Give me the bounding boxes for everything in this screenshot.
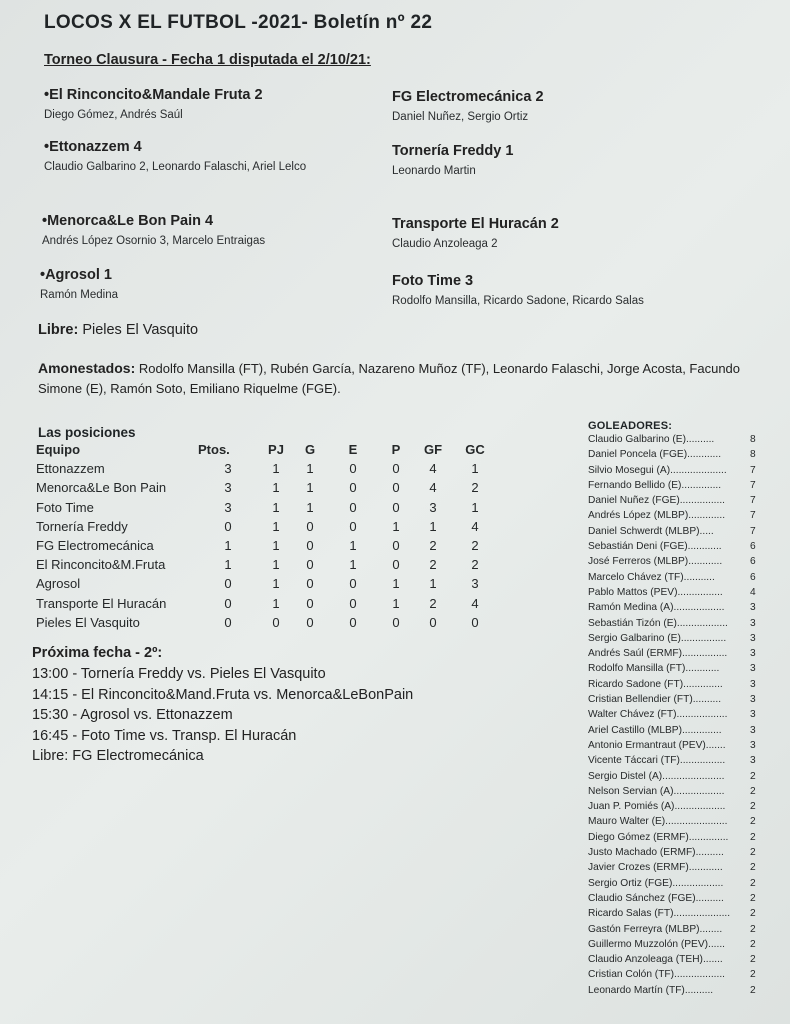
scorer-row (588, 495, 778, 510)
standings-cell-pts: 3 (224, 480, 232, 496)
header-team: Equipo (36, 442, 81, 457)
scorer-name: Daniel Poncela (FGE)............ (588, 449, 722, 461)
next-round-line: 16:45 - Foto Time vs. Transp. El Huracán (32, 727, 297, 744)
standings-cell-g: 0 (306, 595, 314, 611)
scorer-goals: 2 (750, 770, 756, 782)
scorer-name: Claudio Sánchez (FGE).......... (588, 892, 724, 904)
bye-team-name: Pieles El Vasquito (82, 322, 199, 338)
scorer-row (588, 924, 778, 939)
scorer-goals: 7 (750, 464, 756, 476)
away-scorers: Claudio Anzoleaga 2 (392, 238, 498, 250)
standings-cell-p: 0 (392, 480, 400, 496)
standings-cell-p: 1 (392, 595, 400, 611)
standings-cell-e: 1 (349, 557, 357, 573)
standings-cell-gc: 2 (471, 480, 479, 496)
scorer-name: Andrés Saúl (ERMF)................ (588, 648, 728, 660)
standings-cell-e: 0 (349, 499, 357, 515)
header-drawn: E (348, 442, 358, 457)
scorer-row (588, 969, 778, 984)
standings-cell-g: 1 (306, 480, 314, 496)
header-goals-for: GF (423, 442, 443, 457)
scorer-goals: 3 (750, 694, 756, 706)
standings-cell-p: 0 (392, 557, 400, 573)
scorer-name: Walter Chávez (FT).................. (588, 709, 728, 721)
scorer-row (588, 878, 778, 893)
scorer-goals: 2 (750, 831, 756, 843)
header-points: Ptos. (198, 442, 230, 457)
scorer-name: Marcelo Chávez (TF)........... (588, 571, 715, 583)
standings-cell-e: 0 (349, 480, 357, 496)
standings-cell-pts: 1 (224, 557, 232, 573)
standings-cell-e: 1 (349, 537, 357, 553)
home-team-score: •Agrosol 1 (40, 267, 112, 283)
match-home-2 (44, 138, 384, 176)
scorer-goals: 3 (750, 617, 756, 629)
standings-cell-pj: 1 (272, 480, 280, 496)
standings-cell-g: 0 (306, 614, 314, 630)
scorer-goals: 2 (750, 969, 756, 981)
standings-cell-gf: 3 (429, 499, 437, 515)
scorer-row (588, 847, 778, 862)
scorer-goals: 2 (750, 892, 756, 904)
scorer-goals: 8 (750, 449, 756, 461)
standings-cell-gf: 4 (429, 480, 437, 496)
scorer-name: Guillermo Muzzolón (PEV)...... (588, 938, 726, 950)
standings-cell-pts: 3 (224, 499, 232, 515)
standings-cell-pj: 1 (272, 518, 280, 534)
scorer-goals: 8 (750, 434, 756, 445)
standings-cell-gf: 2 (429, 537, 437, 553)
standings-cell-team: Tornería Freddy (36, 518, 128, 534)
scorer-name: Sergio Galbarino (E)................ (588, 632, 727, 644)
scorer-goals: 2 (750, 923, 756, 935)
standings-cell-team: FG Electromecánica (36, 537, 154, 553)
standings-cell-gf: 1 (429, 518, 437, 534)
scorer-name: Cristian Bellendier (FT).......... (588, 694, 722, 706)
standings-cell-team: Ettonazzem (36, 461, 105, 477)
match-home-4 (40, 266, 380, 304)
scorer-goals: 2 (750, 938, 756, 950)
standings-cell-pj: 1 (272, 537, 280, 553)
scorer-row (588, 709, 778, 724)
scorer-goals: 6 (750, 541, 756, 553)
standings-cell-g: 1 (306, 499, 314, 515)
scorer-name: José Ferreros (MLBP)............ (588, 556, 723, 568)
standings-cell-pts: 0 (224, 576, 232, 592)
scorer-goals: 2 (750, 785, 756, 797)
scorer-row (588, 480, 778, 495)
next-round-list (32, 664, 413, 767)
scorer-row (588, 602, 778, 617)
cautions-label: Amonestados: (38, 360, 136, 376)
match-away-3 (392, 215, 732, 253)
scorer-goals: 2 (750, 908, 756, 920)
top-scorers-title: GOLEADORES: (588, 420, 673, 432)
scorer-row (588, 526, 778, 541)
cautions-paragraph (38, 358, 778, 399)
home-team-score: •El Rinconcito&Mandale Fruta 2 (44, 87, 263, 103)
match-home-1 (44, 86, 384, 124)
standings-cell-team: Pieles El Vasquito (36, 614, 140, 630)
scorer-name: Sergio Ortiz (FGE).................. (588, 877, 724, 889)
standings-cell-e: 0 (349, 576, 357, 592)
header-played: PJ (268, 442, 284, 457)
scorer-row (588, 434, 778, 449)
scorer-goals: 3 (750, 739, 756, 751)
scorer-goals: 3 (750, 648, 756, 660)
scorer-name: Javier Crozes (ERMF)............ (588, 862, 723, 874)
scorer-goals: 3 (750, 755, 756, 767)
scorer-name: Nelson Servian (A).................. (588, 785, 725, 797)
standings-cell-team: Agrosol (36, 576, 81, 592)
standings-title: Las posiciones (38, 425, 136, 440)
match-away-4 (392, 272, 732, 310)
home-scorers: Ramón Medina (40, 289, 118, 301)
standings-cell-team: Foto Time (36, 499, 94, 515)
scorer-goals: 7 (750, 525, 756, 537)
scorer-row (588, 541, 778, 556)
standings-cell-g: 0 (306, 557, 314, 573)
scorer-goals: 6 (750, 571, 756, 583)
scorer-goals: 3 (750, 724, 756, 736)
standings-cell-pj: 1 (272, 499, 280, 515)
cautions-text: Rodolfo Mansilla (FT), Rubén García, Nazareno Muñoz (TF), Leonardo Falaschi, Jorge Acosta, Facundo Simone (E), Ramón Soto, Emiliano Riquelme (FGE). (38, 361, 741, 396)
scorer-name: Ramón Medina (A).................. (588, 602, 725, 614)
scorer-row (588, 679, 778, 694)
standings-cell-pts: 0 (224, 518, 232, 534)
scorer-goals: 2 (750, 801, 756, 813)
standings-cell-gc: 1 (471, 499, 479, 515)
scorer-row (588, 556, 778, 571)
scorer-goals: 2 (750, 877, 756, 889)
standings-cell-pts: 0 (224, 614, 232, 630)
scorer-goals: 3 (750, 709, 756, 721)
scorer-goals: 2 (750, 984, 756, 996)
next-round-line: 13:00 - Tornería Freddy vs. Pieles El Vasquito (32, 666, 326, 682)
standings-cell-p: 0 (392, 461, 400, 477)
scorer-name: Leonardo Martín (TF).......... (588, 984, 714, 996)
standings-cell-p: 0 (392, 537, 400, 553)
next-round (32, 645, 413, 767)
next-round-title: Próxima fecha - 2º: (32, 645, 163, 661)
scorer-row (588, 633, 778, 648)
scorer-goals: 4 (750, 586, 756, 598)
standings-cell-gf: 4 (429, 461, 437, 477)
bulletin-title: LOCOS X EL FUTBOL -2021- Boletín nº 22 (44, 12, 433, 33)
away-team-score: Foto Time 3 (392, 273, 474, 289)
scorer-name: Antonio Ermantraut (PEV)....... (588, 739, 726, 751)
scorer-name: Daniel Nuñez (FGE)................ (588, 495, 726, 507)
standings-cell-pj: 0 (272, 614, 280, 630)
bye-label: Libre: (38, 322, 79, 338)
standings-cell-pts: 0 (224, 595, 232, 611)
standings-cell-gc: 0 (471, 614, 479, 630)
next-round-line: Libre: FG Electromecánica (32, 748, 204, 764)
scorer-row (588, 587, 778, 602)
standings-cell-p: 1 (392, 576, 400, 592)
scorer-name: Vicente Táccari (TF)................ (588, 755, 726, 767)
standings-cell-team: El Rinconcito&M.Fruta (36, 557, 166, 573)
scorer-goals: 7 (750, 495, 756, 507)
scorer-row (588, 572, 778, 587)
scorer-row (588, 801, 778, 816)
away-team-score: Tornería Freddy 1 (392, 143, 514, 159)
standings-cell-p: 1 (392, 518, 400, 534)
scorer-name: Justo Machado (ERMF).......... (588, 847, 724, 859)
away-team-score: Transporte El Huracán 2 (392, 216, 559, 232)
scorer-name: Ricardo Sadone (FT).............. (588, 678, 723, 690)
scorer-name: Andrés López (MLBP)............. (588, 510, 726, 522)
home-scorers: Diego Gómez, Andrés Saúl (44, 109, 183, 121)
standings-cell-gc: 4 (471, 518, 479, 534)
scorer-name: Sergio Distel (A)...................... (588, 770, 725, 782)
scorer-goals: 2 (750, 954, 756, 966)
top-scorers (588, 420, 778, 1000)
scorer-name: Rodolfo Mansilla (FT)............ (588, 663, 720, 675)
standings-cell-g: 0 (306, 576, 314, 592)
standings-cell-gc: 2 (471, 537, 479, 553)
match-away-2 (392, 142, 732, 180)
match-home-3 (42, 212, 382, 250)
scorer-row (588, 832, 778, 847)
standings-cell-g: 1 (306, 461, 314, 477)
scorer-name: Fernando Bellido (E).............. (588, 479, 722, 491)
scorer-row (588, 893, 778, 908)
scorer-row (588, 449, 778, 464)
scorer-goals: 7 (750, 510, 756, 522)
scorer-row (588, 618, 778, 633)
scorer-name: Ricardo Salas (FT).................... (588, 908, 731, 920)
scorer-row (588, 755, 778, 770)
scorer-row (588, 648, 778, 663)
scorer-row (588, 908, 778, 923)
standings-cell-team: Transporte El Huracán (36, 595, 167, 611)
standings-cell-pj: 1 (272, 461, 280, 477)
home-scorers: Andrés López Osornio 3, Marcelo Entraigas (42, 235, 266, 247)
home-scorers: Claudio Galbarino 2, Leonardo Falaschi, Ariel Lelco (44, 161, 307, 173)
scorer-name: Sebastián Tizón (E).................. (588, 617, 728, 629)
standings-cell-team: Menorca&Le Bon Pain (36, 480, 167, 496)
scorer-row (588, 725, 778, 740)
scorer-name: Ariel Castillo (MLBP).............. (588, 724, 722, 736)
top-scorers-list (588, 434, 778, 1000)
scorer-name: Pablo Mattos (PEV)................ (588, 586, 723, 598)
scorer-row (588, 985, 778, 1000)
standings-cell-p: 0 (392, 499, 400, 515)
scorer-row (588, 740, 778, 755)
scorer-name: Diego Gómez (ERMF).............. (588, 831, 729, 843)
scorer-goals: 7 (750, 479, 756, 491)
standings-cell-pts: 3 (224, 461, 232, 477)
header-won: G (304, 442, 316, 457)
scorer-goals: 2 (750, 816, 756, 828)
standings-cell-gc: 2 (471, 557, 479, 573)
scorer-name: Claudio Anzoleaga (TEH)....... (588, 954, 723, 966)
standings-cell-gc: 1 (471, 461, 479, 477)
scorer-name: Claudio Galbarino (E).......... (588, 434, 715, 445)
away-scorers: Daniel Nuñez, Sergio Ortiz (392, 111, 529, 123)
standings-cell-pj: 1 (272, 557, 280, 573)
standings-cell-p: 0 (392, 614, 400, 630)
scorer-row (588, 816, 778, 831)
scorer-row (588, 786, 778, 801)
scorer-row (588, 954, 778, 969)
home-team-score: •Menorca&Le Bon Pain 4 (42, 213, 214, 229)
scorer-name: Gastón Ferreyra (MLBP)........ (588, 923, 723, 935)
standings-cell-e: 0 (349, 461, 357, 477)
scorer-goals: 3 (750, 602, 756, 614)
scorer-row (588, 939, 778, 954)
next-round-line: 14:15 - El Rinconcito&Mand.Fruta vs. Menorca&LeBonPain (32, 686, 414, 703)
header-goals-against: GC (465, 442, 485, 457)
standings-cell-gf: 1 (429, 576, 437, 592)
scorer-goals: 2 (750, 847, 756, 859)
scorer-row (588, 694, 778, 709)
scorer-row (588, 663, 778, 678)
scorer-row (588, 771, 778, 786)
scorer-row (588, 510, 778, 525)
scorer-name: Mauro Walter (E)...................... (588, 816, 728, 828)
standings-cell-e: 0 (349, 614, 357, 630)
match-away-1 (392, 88, 732, 126)
scorer-name: Sebastián Deni (FGE)............ (588, 541, 722, 553)
header-lost: P (391, 442, 401, 457)
scorer-row (588, 862, 778, 877)
scorer-goals: 3 (750, 632, 756, 644)
scorer-goals: 3 (750, 663, 756, 675)
standings-cell-gc: 4 (471, 595, 479, 611)
standings-cell-g: 0 (306, 518, 314, 534)
standings-cell-gc: 3 (471, 576, 479, 592)
standings-cell-gf: 2 (429, 557, 437, 573)
away-team-score: FG Electromecánica 2 (392, 89, 544, 105)
scorer-name: Cristian Colón (TF).................. (588, 969, 725, 981)
scorer-name: Silvio Mosegui (A).................... (588, 464, 727, 476)
round-subtitle: Torneo Clausura - Fecha 1 disputada el 2/10/21: (44, 52, 371, 68)
away-scorers: Rodolfo Mansilla, Ricardo Sadone, Ricardo Salas (392, 295, 644, 307)
next-round-line: 15:30 - Agrosol vs. Ettonazzem (32, 707, 233, 723)
standings-cell-g: 0 (306, 537, 314, 553)
scorer-name: Juan P. Pomiés (A).................. (588, 801, 726, 813)
scorer-goals: 3 (750, 678, 756, 690)
bye-team (38, 322, 198, 338)
standings-cell-e: 0 (349, 518, 357, 534)
scorer-row (588, 465, 778, 480)
standings-cell-pj: 1 (272, 595, 280, 611)
standings-cell-pts: 1 (224, 537, 232, 553)
standings-cell-gf: 0 (429, 614, 437, 630)
home-team-score: •Ettonazzem 4 (44, 139, 142, 155)
scorer-goals: 6 (750, 556, 756, 568)
standings-cell-e: 0 (349, 595, 357, 611)
scorer-goals: 2 (750, 862, 756, 874)
standings-cell-gf: 2 (429, 595, 437, 611)
away-scorers: Leonardo Martin (392, 165, 476, 177)
standings-cell-pj: 1 (272, 576, 280, 592)
scorer-name: Daniel Schwerdt (MLBP)..... (588, 525, 714, 537)
